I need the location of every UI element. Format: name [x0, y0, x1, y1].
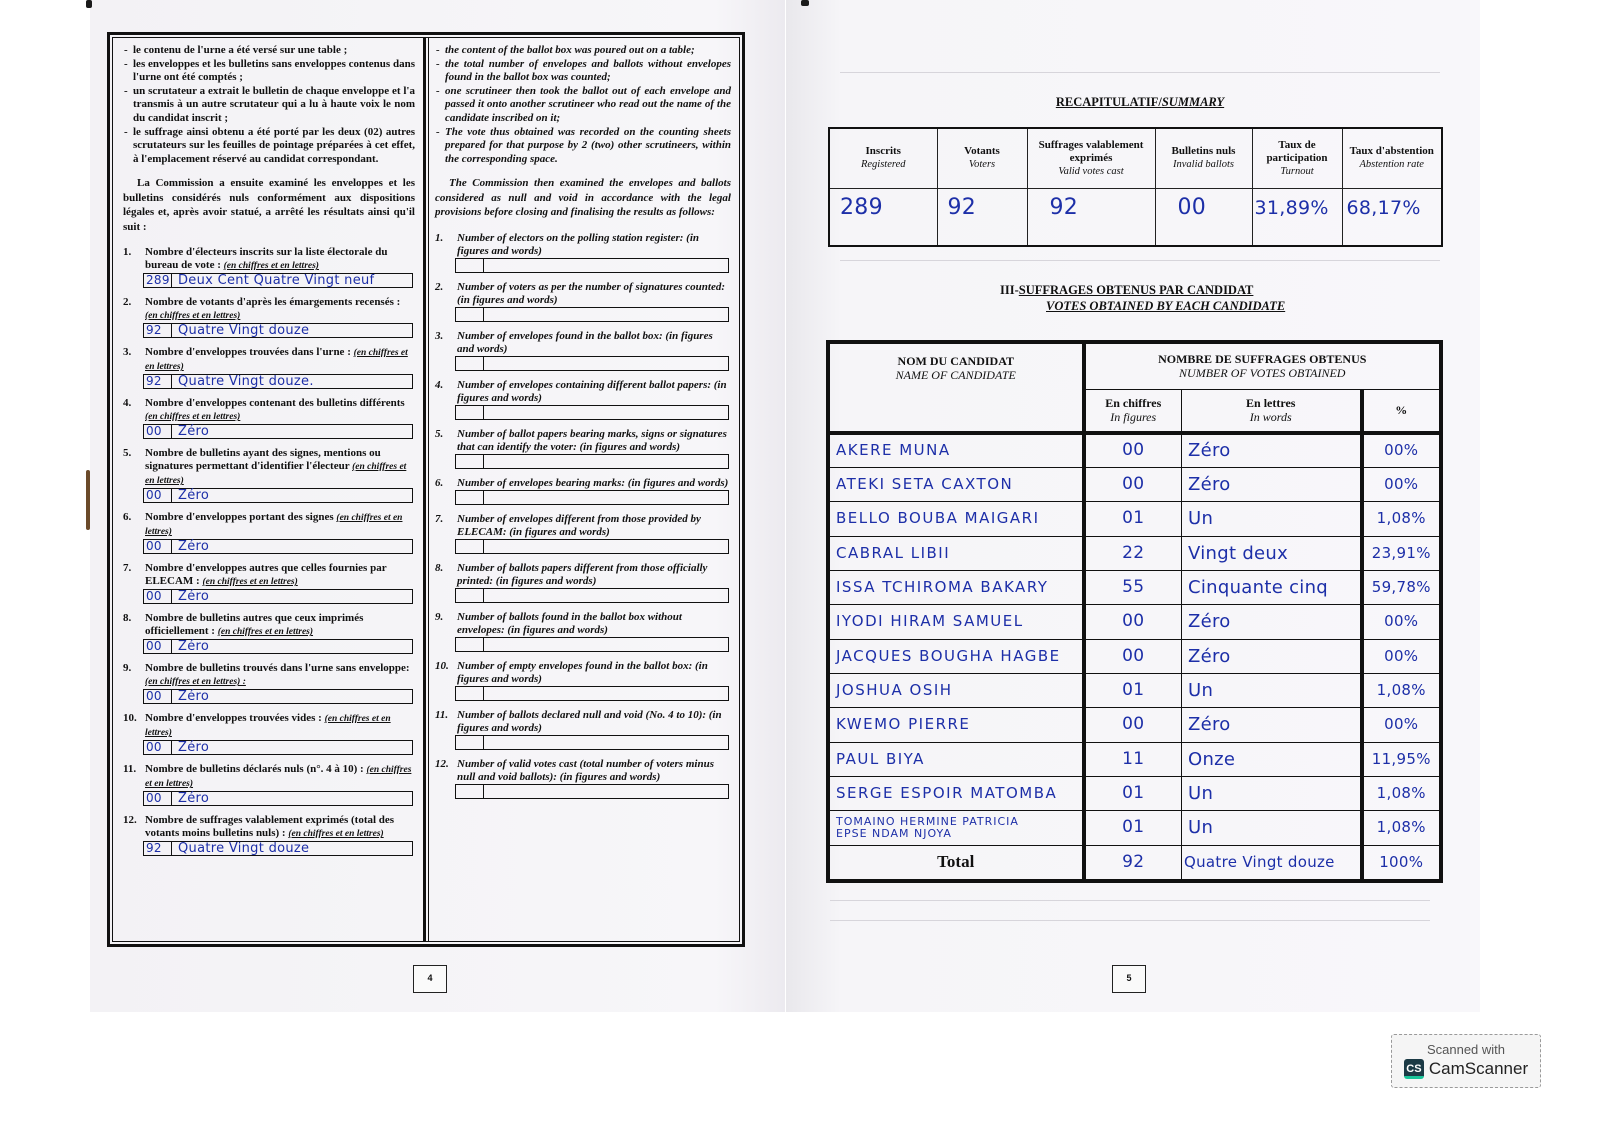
summary-turnout-value: 31,89%	[1252, 188, 1342, 246]
form-item-label: 12. Nombre de suffrages valablement exprimés (total des votants moins bulletins nuls) : (en chiffres et en lettres)	[123, 814, 395, 840]
answer-words: Quatre Vingt douze.	[178, 374, 314, 390]
results-items-en	[435, 232, 731, 799]
procedure-bullet: - the content of the ballot box was poured out on a table;	[435, 44, 731, 58]
form-item-label: 8. Number of ballots papers different from those officially printed: (in figures and words)	[435, 561, 708, 587]
candidate-row: JACQUES BOUGHA HAGBE 00 Zéro 00%	[830, 639, 1440, 673]
answer-field[interactable]	[143, 273, 413, 288]
answer-figure: 00	[144, 590, 172, 603]
form-item-label: 6. Number of envelopes bearing marks: (in figures and words)	[435, 476, 729, 489]
form-item-label: 12. Number of valid votes cast (total number of voters minus null and void ballots): (in figures and words)	[435, 757, 714, 783]
answer-words: Zéro	[178, 740, 210, 756]
answer-words: Zéro	[178, 589, 210, 605]
binding-mark	[801, 0, 809, 6]
answer-words: Zéro	[178, 639, 210, 655]
page-number-right: 5	[1112, 965, 1146, 993]
summary-header-valid-votes: Suffrages valablement exprimés Valid votes cast	[1027, 128, 1155, 188]
form-item-label: 3. Number of envelopes found in the ballot box: (in figures and words)	[435, 329, 713, 355]
form-item-label: 8. Nombre de bulletins autres que ceux imprimés officiellement : (en chiffres et en lettres)	[123, 612, 364, 638]
form-item-label: 2. Nombre de votants d'après les émargements recensés : (en chiffres et en lettres)	[123, 296, 401, 322]
summary-invalid-value: 00	[1155, 188, 1252, 246]
candidate-row: ATEKI SETA CAXTON 00 Zéro 00%	[830, 467, 1440, 501]
answer-figure: 00	[144, 792, 172, 805]
form-item-label: 3. Nombre d'enveloppes trouvées dans l'urne : (en chiffres et en lettres)	[123, 346, 408, 373]
summary-header-registered: Inscrits Registered	[829, 128, 937, 188]
answer-field-empty[interactable]	[455, 356, 729, 371]
answer-field-empty[interactable]	[455, 784, 729, 799]
candidate-row: TOMAINO HERMINE PATRICIA EPSE NDAM NJOYA 01 Un 1,08%	[830, 811, 1440, 845]
summary-header-abstention: Taux d'abstention Abstention rate	[1342, 128, 1442, 188]
answer-words: Zéro	[178, 791, 210, 807]
summary-abstention-value: 68,17%	[1342, 188, 1442, 246]
procedure-bullet: - le suffrage ainsi obtenu a été porté par les deux (02) autres scrutateurs sur les feuilles de pointage préparées à cet effet, à l'emplacement réservé au candidat correspondant.	[123, 126, 415, 167]
answer-words: Zéro	[178, 689, 210, 705]
form-item-label: 9. Nombre de bulletins trouvés dans l'urne sans enveloppe: (en chiffres et en lettres) :	[123, 662, 410, 688]
votes-section-subtitle: VOTES OBTAINED BY EACH CANDIDATE	[1046, 299, 1286, 313]
candidate-row: KWEMO PIERRE 00 Zéro 00%	[830, 708, 1440, 742]
answer-field-empty[interactable]	[455, 258, 729, 273]
answer-field[interactable]	[143, 374, 413, 389]
header-votes-obtained: NOMBRE DE SUFFRAGES OBTENUS NUMBER OF VOTES OBTAINED	[1084, 344, 1440, 390]
answer-field-empty[interactable]	[455, 686, 729, 701]
answer-figure: 92	[144, 324, 172, 337]
form-item-label: 1. Number of electors on the polling station register: (in figures and words)	[435, 231, 700, 257]
bleed-through-line	[840, 260, 1440, 261]
answer-figure: 00	[144, 425, 172, 438]
procedure-bullet: - one scrutineer then took the ballot out of each envelope and passed it onto another scrutineer who read out the name of the candidate inscribed on it;	[435, 85, 731, 126]
form-item-label: 7. Number of envelopes different from those provided by ELECAM: (in figures and words)	[435, 512, 701, 538]
total-row	[830, 845, 1440, 879]
count-procedure-frame	[107, 32, 745, 947]
answer-field-empty[interactable]	[455, 490, 729, 505]
answer-field-empty[interactable]	[455, 637, 729, 652]
page-edge-shadow	[86, 470, 90, 530]
candidate-row: SERGE ESPOIR MATOMBA 01 Un 1,08%	[830, 776, 1440, 810]
answer-field-empty[interactable]	[455, 588, 729, 603]
answer-figure: 289	[144, 274, 172, 287]
scanned-with-label: Scanned with	[1426, 1042, 1506, 1057]
answer-field[interactable]	[143, 488, 413, 503]
procedure-bullet: - les enveloppes et les bulletins sans enveloppes contenus dans l'urne ont été comptés ;	[123, 58, 415, 85]
answer-field[interactable]	[143, 791, 413, 806]
commission-paragraph: The Commission then examined the envelopes and ballots considered as null and void in accordance with the legal provisions before closing and finalising the results as follows:	[435, 177, 731, 219]
summary-voters-value: 92	[937, 188, 1027, 246]
form-item-label: 7. Nombre d'enveloppes autres que celles fournies par ELECAM : (en chiffres et en lettres)	[123, 562, 387, 588]
candidate-row: BELLO BOUBA MAIGARI 01 Un 1,08%	[830, 502, 1440, 536]
procedure-bullet: - the total number of envelopes and ballots without envelopes found in the ballot box was counted;	[435, 58, 731, 85]
answer-field[interactable]	[143, 539, 413, 554]
answer-words: Zéro	[178, 488, 210, 504]
total-percent: 100%	[1362, 845, 1440, 879]
total-words: Quatre Vingt douze	[1182, 845, 1362, 879]
total-label: Total	[830, 845, 1084, 879]
summary-valid-votes-value: 92	[1027, 188, 1155, 246]
form-item-label: 10. Number of empty envelopes found in the ballot box: (in figures and words)	[435, 659, 708, 685]
page-number-left: 4	[413, 965, 447, 993]
summary-header-invalid-ballots: Bulletins nuls Invalid ballots	[1155, 128, 1252, 188]
answer-words: Zéro	[178, 539, 210, 555]
form-item-label: 9. Number of ballots found in the ballot box without envelopes: (in figures and words)	[435, 610, 682, 636]
procedure-bullet: - un scrutateur a extrait le bulletin de chaque enveloppe et l'a transmis à un autre scrutateur qui a lu à haute voix le nom du candidat inscrit ;	[123, 85, 415, 126]
bleed-through-line	[830, 900, 1430, 901]
form-item-label: 11. Number of ballots declared null and void (No. 4 to 10): (in figures and words)	[435, 708, 722, 734]
answer-field[interactable]	[143, 740, 413, 755]
candidate-row: CABRAL LIBII 22 Vingt deux 23,91%	[830, 536, 1440, 570]
candidate-row: JOSHUA OSIH 01 Un 1,08%	[830, 673, 1440, 707]
answer-field[interactable]	[143, 323, 413, 338]
french-column	[113, 38, 426, 941]
header-in-figures: En chiffres In figures	[1084, 389, 1182, 433]
answer-field[interactable]	[143, 589, 413, 604]
answer-field-empty[interactable]	[455, 307, 729, 322]
answer-figure: 92	[144, 842, 172, 855]
answer-words: Deux Cent Quatre Vingt neuf	[178, 273, 375, 289]
candidate-row: IYODI HIRAM SAMUEL 00 Zéro 00%	[830, 605, 1440, 639]
binding-mark	[86, 0, 92, 8]
votes-section-title: III-SUFFRAGES OBTENUS PAR CANDIDAT	[1000, 283, 1254, 297]
bleed-through-line	[840, 72, 1440, 73]
candidate-row: ISSA TCHIROMA BAKARY 55 Cinquante cinq 59,78%	[830, 570, 1440, 604]
answer-figure: 00	[144, 690, 172, 703]
answer-field[interactable]	[143, 841, 413, 856]
camscanner-brand: CamScanner	[1428, 1059, 1529, 1078]
form-item-label: 2. Number of voters as per the number of signatures counted: (in figures and words)	[435, 280, 725, 306]
procedure-bullet: - le contenu de l'urne a été versé sur une table ;	[123, 44, 415, 58]
answer-field-empty[interactable]	[455, 735, 729, 750]
summary-title: RECAPITULATIF/SUMMARY	[1055, 95, 1225, 109]
answer-field[interactable]	[143, 689, 413, 704]
header-percent: %	[1362, 389, 1440, 433]
form-item-label: 11. Nombre de bulletins déclarés nuls (n°. 4 à 10) : (en chiffres et en lettres)	[123, 763, 412, 790]
procedure-bullet: - The vote thus obtained was recorded on the counting sheets prepared for that purpose by 2 (two) other scrutineers, within the corresponding space.	[435, 126, 731, 167]
form-item-label: 5. Number of ballot papers bearing marks, signs or signatures that can identify the voter: (in figures and words)	[435, 427, 727, 453]
candidate-row: AKERE MUNA 00 Zéro 00%	[830, 433, 1440, 467]
form-item-label: 10. Nombre d'enveloppes trouvées vides : (en chiffres et en lettres)	[123, 712, 391, 739]
answer-figure: 00	[144, 540, 172, 553]
form-item-label: 1. Nombre d'électeurs inscrits sur la liste électorale du bureau de vote : (en chiffres et en lettres)	[123, 246, 388, 272]
english-column	[428, 38, 739, 941]
candidate-row: PAUL BIYA 11 Onze 11,95%	[830, 742, 1440, 776]
commission-paragraph: La Commission a ensuite examiné les enveloppes et les bulletins considérés nuls conformément aux dispositions légales et, après avoir statué, a arrêté les résultats ainsi qu'il suit :	[123, 177, 415, 233]
form-item-label: 6. Nombre d'enveloppes portant des signes (en chiffres et en lettres)	[123, 511, 403, 538]
answer-field[interactable]	[143, 639, 413, 654]
camscanner-watermark	[1391, 1034, 1541, 1088]
answer-field-empty[interactable]	[455, 405, 729, 420]
answer-words: Zéro	[178, 424, 210, 440]
form-item-label: 4. Nombre d'enveloppes contenant des bulletins différents (en chiffres et en lettres)	[123, 397, 405, 423]
answer-words: Quatre Vingt douze	[178, 323, 310, 339]
summary-table	[828, 127, 1443, 247]
results-items-fr	[123, 246, 415, 856]
candidate-votes-frame	[826, 340, 1443, 883]
answer-figure: 00	[144, 741, 172, 754]
total-figure: 92	[1084, 845, 1182, 879]
header-in-words: En lettres In words	[1182, 389, 1362, 433]
answer-field[interactable]	[143, 424, 413, 439]
summary-header-voters: Votants Voters	[937, 128, 1027, 188]
answer-field-empty[interactable]	[455, 454, 729, 469]
camscanner-logo-icon: CS	[1404, 1059, 1424, 1079]
header-candidate-name: NOM DU CANDIDAT NAME OF CANDIDATE	[830, 344, 1084, 433]
answer-figure: 92	[144, 375, 172, 388]
answer-words: Quatre Vingt douze	[178, 841, 310, 857]
form-item-label: 5. Nombre de bulletins ayant des signes, mentions ou signatures permettant d'identifier l'électeur (en chiffres et en lettres)	[123, 447, 407, 487]
answer-field-empty[interactable]	[455, 539, 729, 554]
form-item-label: 4. Number of envelopes containing different ballot papers: (in figures and words)	[435, 378, 727, 404]
candidate-votes-table	[829, 343, 1440, 880]
answer-figure: 00	[144, 489, 172, 502]
summary-header-turnout: Taux de participation Turnout	[1252, 128, 1342, 188]
answer-figure: 00	[144, 640, 172, 653]
bleed-through-line	[830, 920, 1430, 921]
summary-registered-value: 289	[829, 188, 937, 246]
